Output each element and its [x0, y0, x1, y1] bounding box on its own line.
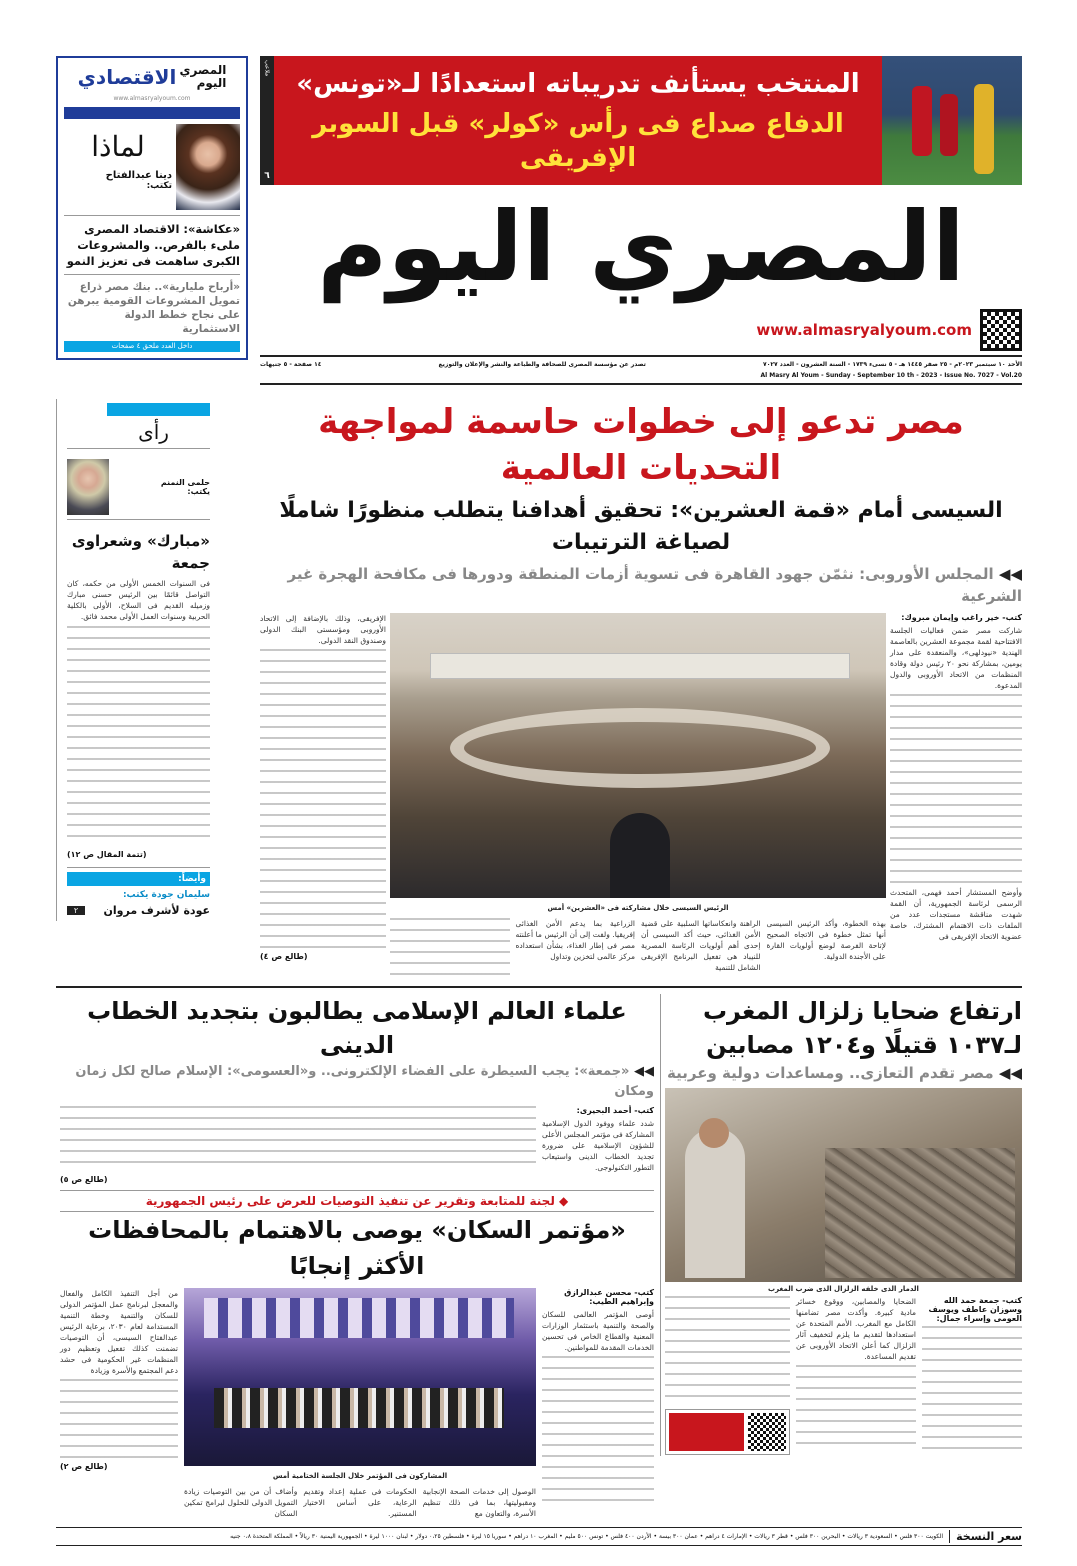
population-conference-photo: [184, 1288, 536, 1466]
blue-bar: [64, 107, 240, 119]
supplement-logo: المصري اليوم الاقتصادي: [77, 63, 227, 90]
double-arrow-icon: ◀◀: [634, 1064, 654, 1079]
lead-kicker: ◀◀ المجلس الأوروبى: نثمّن جهود القاهرة فى تسوية أزمات المنطقة ودورها فى مكافحة الهجرة غير الشرعية: [287, 565, 1022, 605]
lead-photo-g20-summit: [390, 613, 886, 898]
morocco-headline[interactable]: ارتفاع ضحايا زلزال المغرب لـ١٠٣٧ قتيلًا و١٢٠٤ مصابين: [702, 997, 1022, 1059]
double-arrow-icon: ◀◀: [998, 565, 1022, 583]
morocco-earthquake-photo: [665, 1088, 1022, 1282]
qr-code-icon: [980, 309, 1022, 351]
sports-banner[interactable]: المنتخب يستأنف تدريباته استعدادًا لـ«تونس» الدفاع صداع فى رأس «كولر» قبل السوبر الإفريقى ملاعب ٦: [260, 56, 1022, 185]
qr-code-icon: [748, 1413, 786, 1451]
economic-supplement-promo[interactable]: المصري اليوم الاقتصادي www.almasryalyoum.com لماذا دينا عبدالفتاح تكتب: «عكاشة»: الاقتصاد المصرى ملىء بالفرص.. والمشروعات الكبرى ساهمت فى تعزيز النمو «أرباح مليارية».. بنك مصر ذراع تمويل المشروعات القومية يبرهن على نجاح خطط الدولة الاستثمارية داخل العدد ملحق ٤ صفحات: [56, 56, 248, 360]
masthead-logo: المصري اليوم: [317, 191, 965, 303]
diamond-icon: ◆: [559, 1194, 569, 1208]
opinion-blue-bar: [107, 403, 210, 416]
opinion-column[interactable]: رأى حلمى النمنم يكتب: «مبارك» وشعراوى جمعة فى السنوات الخمس الأولى من حكمه، كان التواصل قائمًا بين الرئيس حسنى مبارك وزميله القديم فى السلاح، الأولى بالكلية الحربية وسنوات العمل الأولى محمد فائق. (تتمة المقال ص ١٢) وأيضاً: سليمان جودة يكتب: عودة لأشرف مروان ٢: [56, 399, 216, 921]
third-row: ارتفاع ضحايا زلزال المغرب لـ١٠٣٧ قتيلًا و١٢٠٤ مصابين ◀◀ مصر تقدم التعازى.. ومساعدات دولية وعربية الدمار الذى خلفه الزلزال الذى ضرب المغرب كتب- جمعة حمد الله وسوزان عاطف ويوسف العومى وإسراء جمال: الضحايا والمصابين، ووقوع خسائر مادية كبيرة. وأكدت مصر تضامنها الكامل مع المغرب. الأمم المتحدة عن استعدادها لتقديم ما يلزم لتخفيف آثار الزلزال كما أعلن الاتحاد الأوروبى عن تقديم المساعدة. علماء العالم الإسلامى يطالبون بتجديد الخطاب الدينى ◀◀ «جمعة»: يجب السيطرة على الفضاء الإلكترونى.. و«العسومى»: الإسلام صالح لكل زمان ومكان كتب- أحمد البحيرى: شدد علماء ووفود الدول الإسلامية المشاركة فى مؤتمر المجلس الأعلى للشؤون الإسلامية على ضرورة تجديد الخطاب الدينى واستيعاب التطور التكنولوجى. (طالع ص ٥) ◆ لجنة للمتابعة وتقرير عن تنفيذ التوصيات للعرض على رئيس الجمهورية «مؤتمر السكان» يوصى بالاهتمام بالمحافظات الأكثر إنجابًا كتب- محسن عبدالرازق وإبراهيم الطيب: أوصى المؤتمر العالمى للسكان والصحة والتنمية باستثمار الوزارات المعنية والقطاع الخاص فى تحسين الخدمات المقدمة للمواطنين. المشاركون فى المؤتمر خلال الجلسة الختامية أمس الوصول إلى خدمات الصحة الإنجابية ومقبوليتها، بما فى ذلك تنظيم الأسرة، والتعاون مع الحكومات فى عملية إعداد وتقديم الرعاية، على أساس الاختيار المستنير. وأضاف أن من بين التوصيات زيادة التمويل الدولى للحلول لبرامج تمكين السكان من أجل التنفيذ الكامل والفعال والمعجل لبرنامج عمل المؤتمر الدولى للسكان والتنمية وخطة التنمية المستدامة لعام ٢٠٣٠، برعاية الرئيس عبدالفتاح السيسى، أن التوصيات تضمنت كذلك تفعيل وتعظيم دور المنظمات غير الحكومية فى حشد دعم المجتمع والأسرة وزيادة (طالع ص ٢): [56, 994, 1022, 1519]
qr-ad[interactable]: [665, 1409, 790, 1455]
double-arrow-icon: ◀◀: [998, 1064, 1022, 1082]
top-row: [56, 56, 1022, 385]
website-link[interactable]: www.almasryalyoum.com: [756, 321, 972, 339]
religion-headline[interactable]: علماء العالم الإسلامى يطالبون بتجديد الخطاب الدينى: [87, 997, 627, 1059]
population-headline[interactable]: «مؤتمر السكان» يوصى بالاهتمام بالمحافظات الأكثر إنجابًا: [88, 1216, 626, 1280]
sports-photo: [882, 56, 1022, 185]
author-photo: [176, 124, 240, 210]
issue-info-bar: الأحد ١٠ سبتمبر ٢٠٢٣م - ٢٥ صفر ١٤٤٥ هـ - ٥ نسىء ١٧٣٩ - السنة العشرون - العدد ٧٠٢٧ تصدر عن مؤسسة المصرى للصحافة والطباعة والنشر والإعلان والتوزيع ١٤ صفحة - ٥ جنيهات Al Masry Al Youm - Sunday - September 10 th - 2023 - Issue No. 7027 - Vol.20: [260, 361, 1022, 379]
lead-story: مصر تدعو إلى خطوات حاسمة لمواجهة التحديات العالمية السيسى أمام «قمة العشرين»: تحقيق أهدافنا يتطلب منظورًا شاملًا لصياغة الترتيبات ◀◀ المجلس الأوروبى: نثمّن جهود القاهرة فى تسوية أزمات المنطقة ودورها فى مكافحة الهجرة غير الشرعية كتب- خير راغب وإيمان مبروك: شاركت مصر ضمن فعاليات الجلسة الافتتاحية لقمة مجموعة العشرين بالعاصمة الهندية «نيودلهى»، والمنعقدة على مدار يومين، بمشاركة نحو ٢٠ رئيس دولة وقادة المنظمات من الاتحاد الأوروبى والدول المدعوة. وأوضح المستشار أحمد فهمى، المتحدث الرسمى لرئاسة الجمهورية، أن القمة شهدت مناقشة مستجدات عدد من الملفات ذات الاهتمام المشترك، خاصة عضوية الاتحاد الإفريقى فى الرئيس السيسى خلال مشاركته فى «العشرين» أمس بهذه الخطوة، وأكد الرئيس السيسى أنها تمثل خطوة فى الاتجاه الصحيح لإتاحة الفرصة لوضع أولويات القارة على الأجندة الدولية. الراهنة وانعكاساتها السلبية على قضية الأمن الغذائى، حيث أكد السيسى أن إحدى أهم أولويات الرئاسة المصرية للنيباد هى تفعيل البرنامج الإفريقى الشامل للتنمية الزراعية بما يدعم الأمن الغذائى إفريقيا. ولفت إلى أن الرئيس ما أعلنته مصر فى إطار الغذاء، بشأن استعداده مركز عالمى لتخزين وتداول الإفريقى، وذلك بالإضافة إلى الاتحاد الأوروبى ومؤسستى البنك الدولى وصندوق النقد الدولى. (طالع ص ٤): [260, 399, 1022, 978]
opinion-author-photo: [67, 459, 109, 515]
lead-subheadline[interactable]: السيسى أمام «قمة العشرين»: تحقيق أهدافنا يتطلب منظورًا شاملًا لصياغة الترتيبات: [279, 498, 1003, 555]
morocco-story: ارتفاع ضحايا زلزال المغرب لـ١٠٣٧ قتيلًا و١٢٠٤ مصابين ◀◀ مصر تقدم التعازى.. ومساعدات دولية وعربية الدمار الذى خلفه الزلزال الذى ضرب المغرب كتب- جمعة حمد الله وسوزان عاطف ويوسف العومى وإسراء جمال: الضحايا والمصابين، ووقوع خسائر مادية كبيرة. وأكدت مصر تضامنها الكامل مع المغرب. الأمم المتحدة عن استعدادها لتقديم ما يلزم لتخفيف آثار الزلزال كما أعلن الاتحاد الأوروبى عن تقديم المساعدة.: [660, 994, 1022, 1456]
sports-side-strip: ملاعب ٦: [260, 56, 274, 185]
lead-headline[interactable]: مصر تدعو إلى خطوات حاسمة لمواجهة التحديات العالمية: [318, 402, 964, 488]
second-row: [56, 399, 1022, 978]
price-footer: سعر النسخة الكويت ٣٠٠ فلس • السعودية ٣ ريالات • البحرين ٣٠٠ فلس • قطر ٣ ريالات • الإمارات ٤ دراهم • عمان ٣٠٠ بيسة • الأردن ٤٠٠ فلس • تونس ٥٠٠ مليم • المغرب ١٠ دراهم • سوريا ١٥ ليرة • فلسطين ٠،٢٥ دولار • لبنان ١٠٠٠ ليرة • الجمهورية اليمنية ٣٠ ريالاً • المملكة المتحدة ٠،٨ جنيه: [230, 1530, 1022, 1543]
app-logo-icon: [669, 1413, 744, 1451]
